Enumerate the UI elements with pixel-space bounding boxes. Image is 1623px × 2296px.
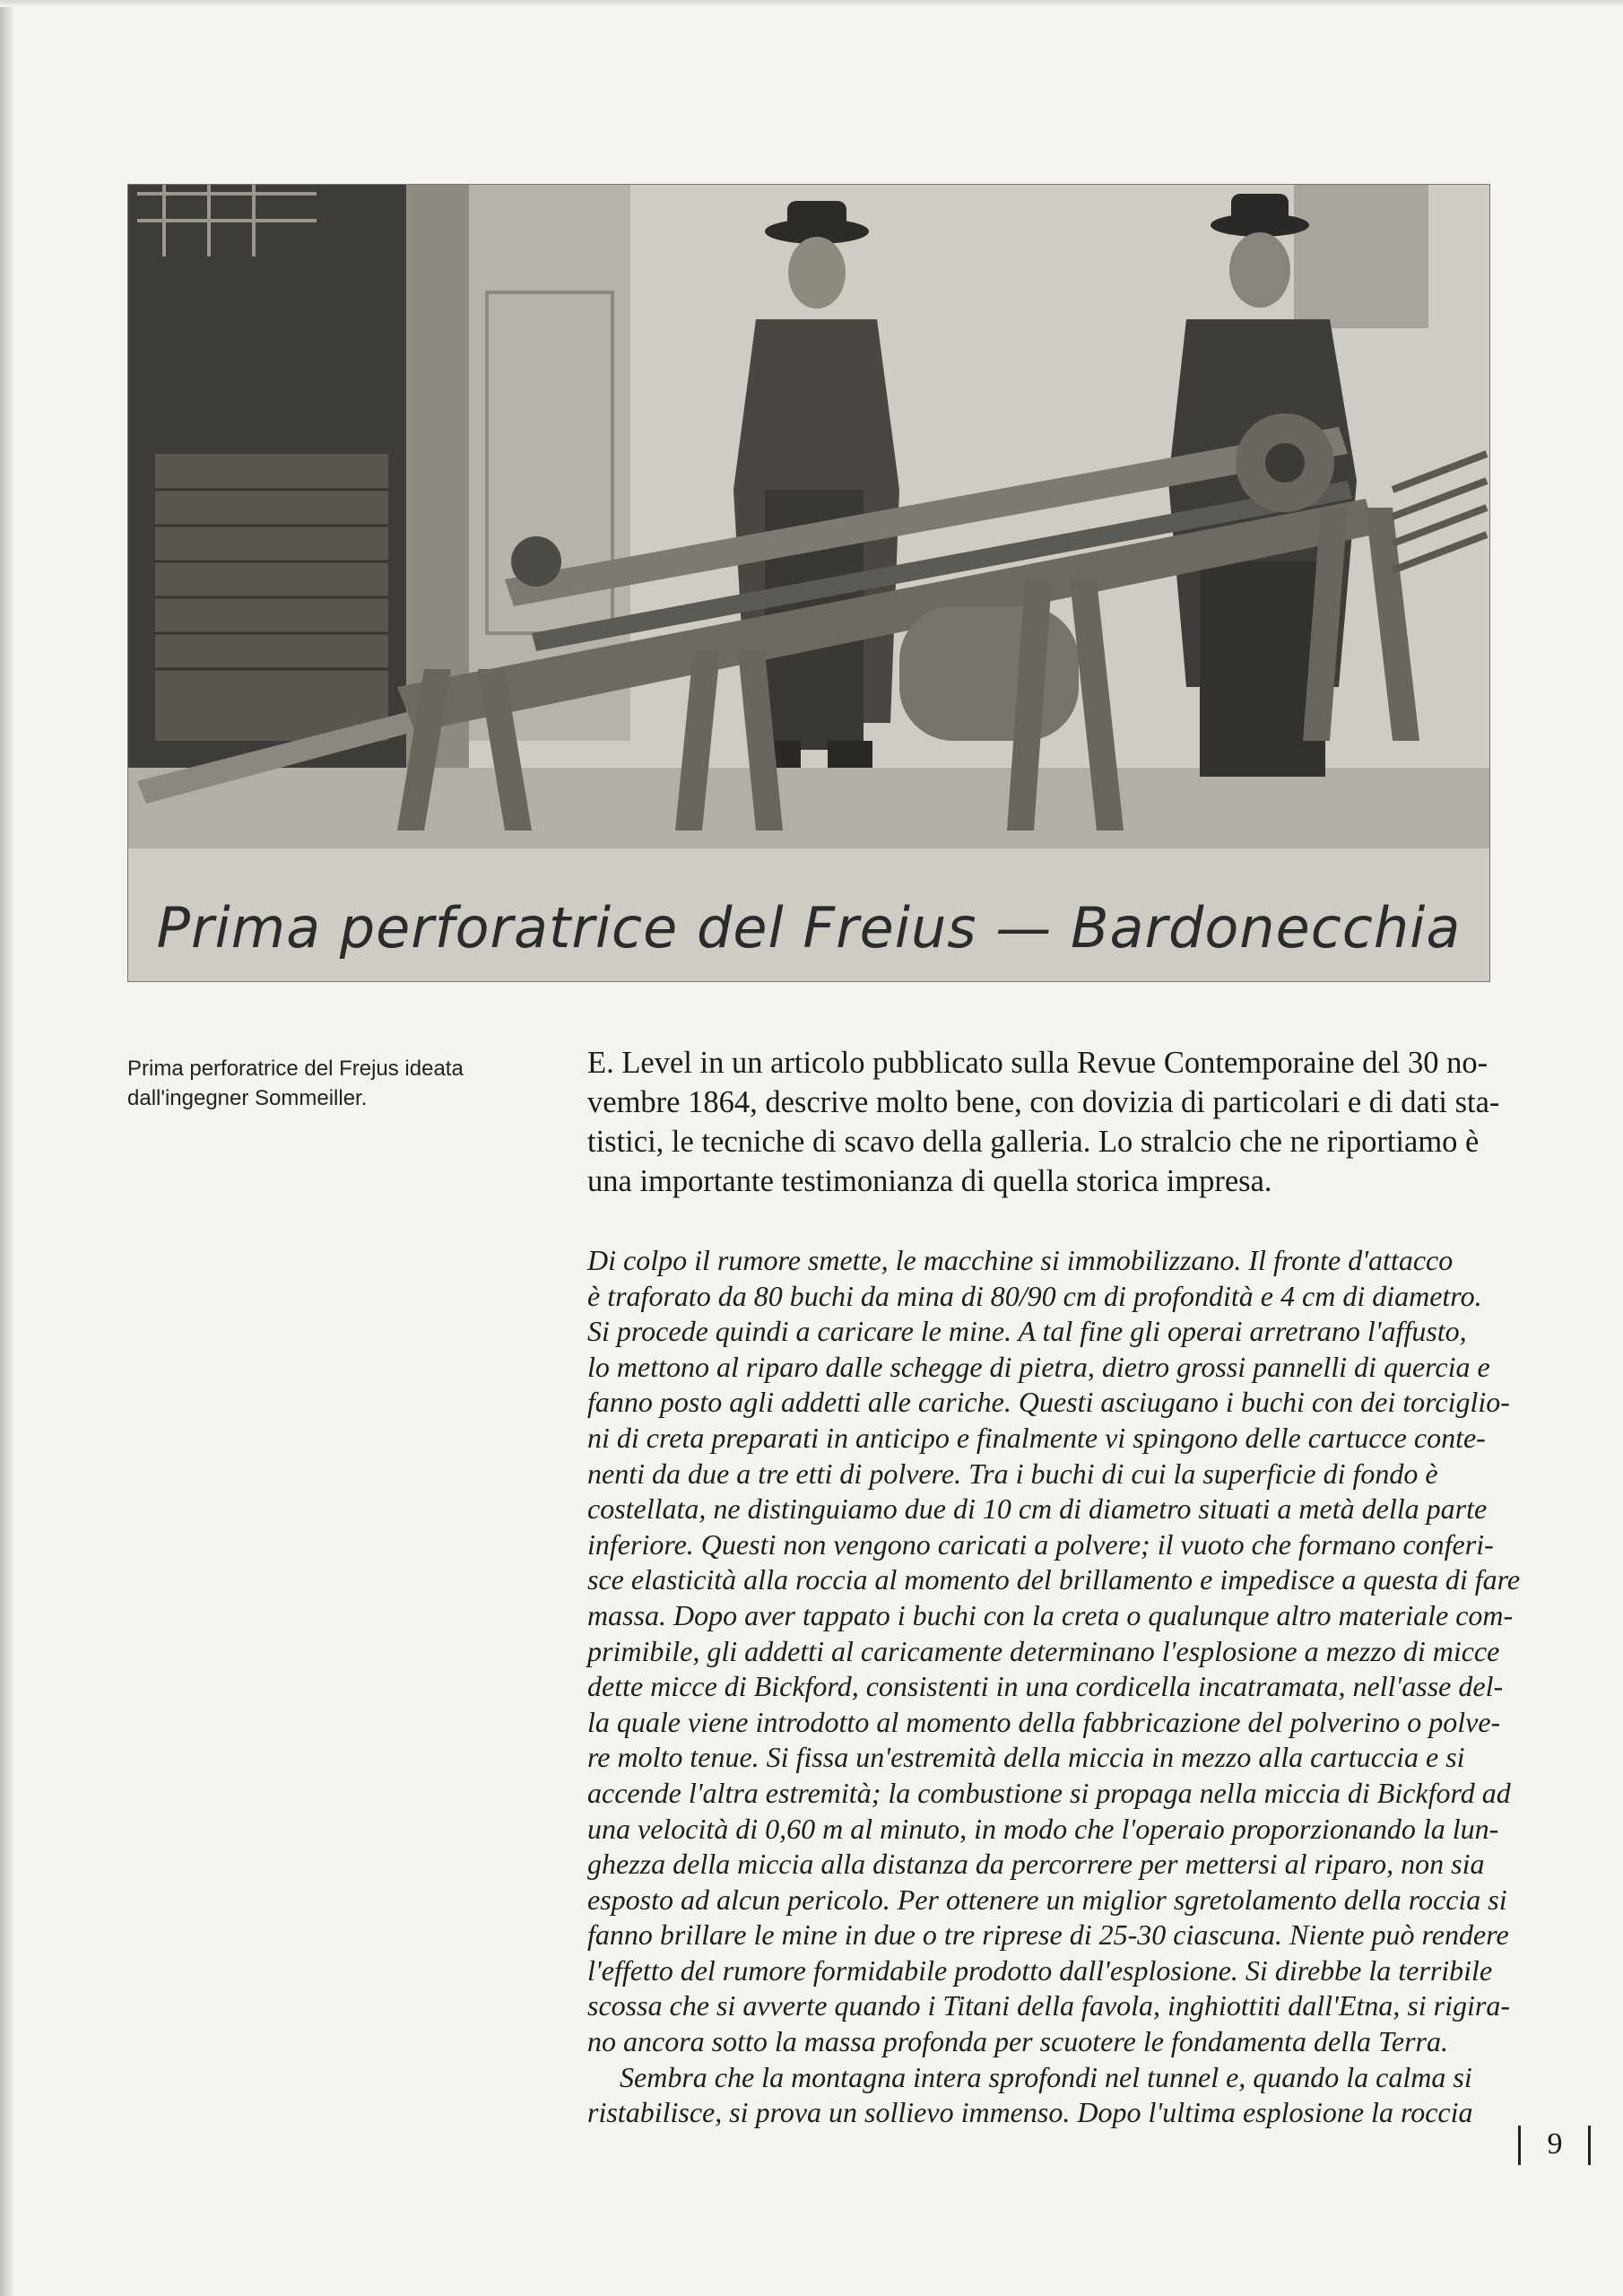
quote-line: costellata, ne distinguiamo due di 10 cm di diametro situati a metà della parte bbox=[587, 1492, 1488, 1526]
figure-caption-line: dall'ingegner Sommeiller. bbox=[127, 1086, 368, 1110]
quote-line: Sembra che la montagna intera sprofondi nel tunnel e, quando la calma si bbox=[620, 2060, 1472, 2093]
quote-line: accende l'altra estremità; la combustione si propaga nella miccia di Bickford ad bbox=[587, 1776, 1511, 1809]
quote-line: Si procede quindi a caricare le mine. A tal fine gli operai arretrano l'affusto, bbox=[587, 1315, 1467, 1348]
quote-line: Di colpo il rumore smette, le macchine si immobilizzano. Il fronte d'attacco bbox=[587, 1244, 1454, 1276]
quote-line: no ancora sotto la massa profonda per scuotere le fondamenta della Terra. bbox=[587, 2025, 1448, 2058]
quote-line: ghezza della miccia alla distanza da percorrere per mettersi al riparo, non sia bbox=[587, 1848, 1485, 1881]
quote-line: ni di creta preparati in anticipo e finalmente vi spingono delle cartucce conte- bbox=[587, 1421, 1486, 1454]
scan-top-shadow bbox=[0, 0, 1623, 7]
intro-paragraph bbox=[587, 1043, 1511, 1201]
historic-photo bbox=[127, 184, 1490, 982]
quote-line: l'effetto del rumore formidabile prodotto dall'esplosione. Si direbbe la terribile bbox=[587, 1953, 1493, 1987]
quote-line: re molto tenue. Si fissa un'estremità della miccia in mezzo alla cartuccia e si bbox=[587, 1741, 1465, 1774]
page-number: 9 bbox=[1547, 2127, 1563, 2161]
intro-line: vembre 1864, descrive molto bene, con dovizia di particolari e di dati sta- bbox=[587, 1085, 1500, 1119]
quote-line: inferiore. Questi non vengono caricati a polvere; il vuoto che formano conferi- bbox=[587, 1527, 1494, 1561]
quote-line: lo mettono al riparo dalle schegge di pietra, dietro grossi pannelli di quercia e bbox=[587, 1350, 1490, 1383]
quote-line: massa. Dopo aver tappato i buchi con la creta o qualunque altro materiale com- bbox=[587, 1598, 1514, 1631]
intro-line: E. Level in un articolo pubblicato sulla Revue Contemporaine del 30 no- bbox=[587, 1046, 1488, 1080]
scan-edge-shadow bbox=[0, 0, 13, 2296]
quote-line: ristabilisce, si prova un sollievo immenso. Dopo l'ultima esplosione la roccia bbox=[587, 2096, 1473, 2129]
photo-caption: Prima perforatrice del Freius — Bardonecchia bbox=[156, 895, 1462, 961]
figure-caption-line: Prima perforatrice del Frejus ideata bbox=[127, 1057, 464, 1081]
quote-line: fanno posto agli addetti alle cariche. Questi asciugano i buchi con dei torciglio- bbox=[587, 1386, 1510, 1419]
page-number-bar-right bbox=[1588, 2126, 1591, 2165]
quote-line: fanno brillare le mine in due o tre riprese di 25-30 ciascuna. Niente può rendere bbox=[587, 1918, 1509, 1952]
quote-line: nenti da due a tre etti di polvere. Tra i buchi di cui la superficie di fondo è bbox=[587, 1457, 1438, 1490]
intro-line: una importante testimonianza di quella storica impresa. bbox=[587, 1164, 1272, 1198]
quote-line: una velocità di 0,60 m al minuto, in modo che l'operaio proporzionando la lun- bbox=[587, 1812, 1499, 1845]
photo-illustration bbox=[128, 185, 1489, 981]
quote-line: dette micce di Bickford, consistenti in una cordicella incatramata, nell'asse del- bbox=[587, 1670, 1504, 1703]
figure-caption bbox=[127, 1054, 504, 1113]
quote-line: esposto ad alcun pericolo. Per ottenere un miglior sgretolamento della roccia si bbox=[587, 1883, 1507, 1916]
quote-line: è traforato da 80 buchi da mina di 80/90 cm di profondità e 4 cm di diametro. bbox=[587, 1279, 1482, 1312]
quote-line: la quale viene introdotto al momento della fabbricazione del polverino o polve- bbox=[587, 1705, 1501, 1738]
quote-line: scossa che si avverte quando i Titani della favola, inghiottiti dall'Etna, si rigira- bbox=[587, 1989, 1511, 2022]
intro-line: tistici, le tecniche di scavo della galleria. Lo stralcio che ne riportiamo è bbox=[587, 1125, 1480, 1159]
quote-line: sce elasticità alla roccia al momento del brillamento e impedisce a questa di fare bbox=[587, 1563, 1521, 1596]
page-number-bar-left bbox=[1518, 2126, 1521, 2165]
quote-block bbox=[587, 1243, 1521, 2131]
quote-line: primibile, gli addetti al caricamente determinano l'esplosione a mezzo di micce bbox=[587, 1634, 1500, 1667]
